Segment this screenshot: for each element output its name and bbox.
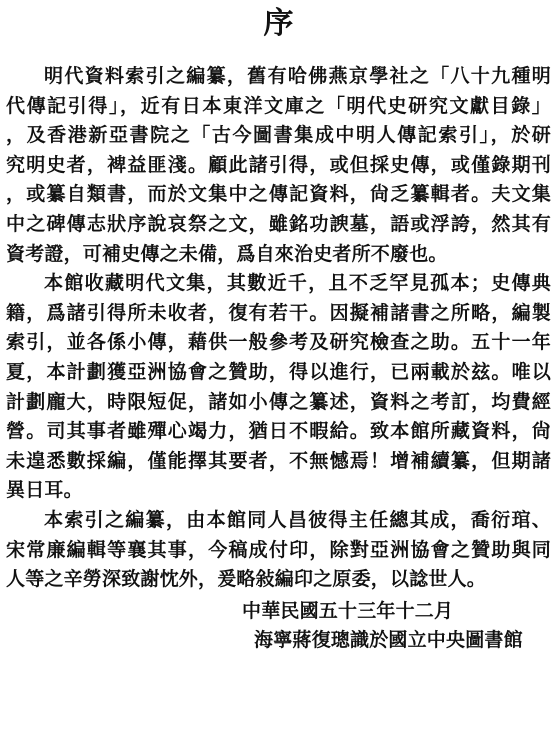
text-line: 索引，並各係小傳，藉供一般參考及研究檢查之助。五十一年 [6, 331, 551, 354]
text-line: 代傳記引得」，近有日本東洋文庫之「明代史研究文獻目錄」 [6, 94, 551, 117]
text-line: ，及香港新亞書院之「古今圖書集成中明人傳記索引」，於研 [6, 124, 551, 147]
text-line: 本索引之編纂，由本館同人昌彼得主任總其成，喬衍琯、 [44, 508, 551, 531]
text-line: 籍，爲諸引得所未收者，復有若干。因擬補諸書之所略，編製 [6, 301, 551, 324]
paragraph-3 [6, 506, 551, 595]
paragraph-1 [6, 62, 551, 269]
preface-body [6, 62, 551, 656]
signature-block [6, 597, 551, 656]
text-line: 人等之辛勞深致謝忱外，爰略敍編印之原委，以諗世人。 [6, 568, 487, 591]
text-line: 異日耳。 [6, 479, 83, 502]
text-line: 明代資料索引之編纂，舊有哈佛燕京學社之「八十九種明 [44, 65, 551, 87]
signature-author: 海寧蔣復璁識於國立中央圖書館 [254, 629, 523, 652]
text-line: 營。司其事者雖殫心竭力，猶日不暇給。致本館所藏資料，尙 [6, 420, 551, 443]
signature-date: 中華民國五十三年十二月 [242, 599, 454, 622]
text-line: 資考證，可補史傳之未備，爲自來治史者所不廢也。 [6, 242, 448, 265]
page-title: 序 [263, 6, 294, 41]
text-line: 宋常廉編輯等襄其事，今稿成付印，除對亞洲協會之贊助與同 [6, 538, 551, 561]
text-line: 夏，本計劃獲亞洲協會之贊助，得以進行，已兩載於玆。唯以 [6, 360, 551, 383]
text-line: 究明史者，裨益匪淺。顧此諸引得，或但採史傳，或僅錄期刊 [6, 153, 551, 176]
text-line: 未遑悉數採編，僅能擇其要者，不無憾焉！增補續纂，但期諸 [6, 449, 551, 472]
text-line: 本館收藏明代文集，其數近千，且不乏罕見孤本；史傳典 [44, 272, 551, 295]
paragraph-2 [6, 269, 551, 506]
text-line: ，或纂自類書，而於文集中之傳記資料，尙乏纂輯者。夫文集 [6, 183, 551, 206]
text-line: 中之碑傳志狀序說哀祭之文，雖銘功諛墓，語或浮誇，然其有 [6, 212, 551, 235]
text-line: 計劃龐大，時限短促，諸如小傳之纂述，資料之考訂，均費經 [6, 390, 551, 413]
